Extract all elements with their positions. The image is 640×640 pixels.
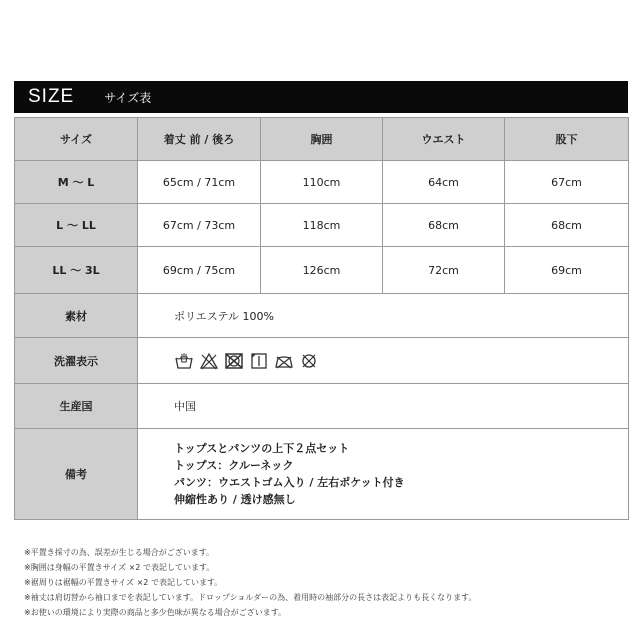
chest-cell: 110cm: [261, 161, 383, 204]
table-row: [15, 161, 629, 204]
no-tumble-dry-icon: [224, 352, 244, 370]
table-row: [15, 204, 629, 247]
notes-line: パンツ：ウエストゴム入り / 左右ポケット付き: [174, 476, 405, 489]
footnote-line: ※袖丈は肩切替から袖口までを表記しています。ドロップショルダーの為、着用時の袖部分の長さは表記よりも長くなります。: [24, 593, 477, 602]
waist-cell: 68cm: [383, 204, 505, 247]
inseam-cell: 69cm: [505, 247, 629, 294]
hand-wash-icon: [174, 352, 194, 370]
origin-row: [15, 384, 629, 429]
length-cell: 69cm / 75cm: [138, 247, 261, 294]
notes-line: トップスとパンツの上下２点セット: [174, 442, 350, 455]
footnote-line: ※お使いの環境により実際の商品と多少色味が異なる場合がございます。: [24, 608, 287, 617]
notes-label: 備考: [15, 429, 138, 520]
notes-line: 伸縮性あり / 透け感無し: [174, 493, 296, 506]
origin-value: 中国: [138, 384, 629, 429]
origin-label: 生産国: [15, 384, 138, 429]
size-title: SIZE: [28, 86, 75, 107]
size-cell: LL ～ 3L: [15, 247, 138, 294]
footnote-line: ※胸囲は身幅の平置きサイズ ×2 で表記しています。: [24, 563, 215, 572]
care-row: [15, 338, 629, 384]
waist-cell: 72cm: [383, 247, 505, 294]
size-table: [14, 117, 629, 520]
column-header-chest: 胸囲: [261, 118, 383, 161]
footnotes: [24, 545, 624, 620]
chest-cell: 118cm: [261, 204, 383, 247]
length-cell: 65cm / 71cm: [138, 161, 261, 204]
care-icons-cell: [138, 338, 629, 384]
table-row: [15, 247, 629, 294]
no-bleach-icon: [199, 352, 219, 370]
no-dry-clean-icon: [299, 352, 319, 370]
footnote-line: ※平置き採寸の為、誤差が生じる場合がございます。: [24, 548, 215, 557]
size-cell: M ～ L: [15, 161, 138, 204]
column-header-size: サイズ: [15, 118, 138, 161]
notes-row: [15, 429, 629, 520]
table-header-row: [15, 118, 629, 161]
care-label: 洗濯表示: [15, 338, 138, 384]
iron-low-icon: [274, 352, 294, 370]
material-value: ポリエステル 100%: [138, 294, 629, 338]
column-header-inseam: 股下: [505, 118, 629, 161]
material-row: [15, 294, 629, 338]
column-header-length: 着丈 前 / 後ろ: [138, 118, 261, 161]
material-label: 素材: [15, 294, 138, 338]
notes-line: トップス：クルーネック: [174, 459, 294, 472]
size-header-bar: [14, 81, 628, 113]
inseam-cell: 67cm: [505, 161, 629, 204]
size-cell: L ～ LL: [15, 204, 138, 247]
length-cell: 67cm / 73cm: [138, 204, 261, 247]
footnote-line: ※裾周りは裾幅の平置きサイズ ×2 で表記しています。: [24, 578, 223, 587]
line-dry-shade-icon: [249, 352, 269, 370]
waist-cell: 64cm: [383, 161, 505, 204]
size-subtitle: サイズ表: [104, 90, 152, 105]
notes-cell: [138, 429, 629, 520]
column-header-waist: ウエスト: [383, 118, 505, 161]
chest-cell: 126cm: [261, 247, 383, 294]
inseam-cell: 68cm: [505, 204, 629, 247]
